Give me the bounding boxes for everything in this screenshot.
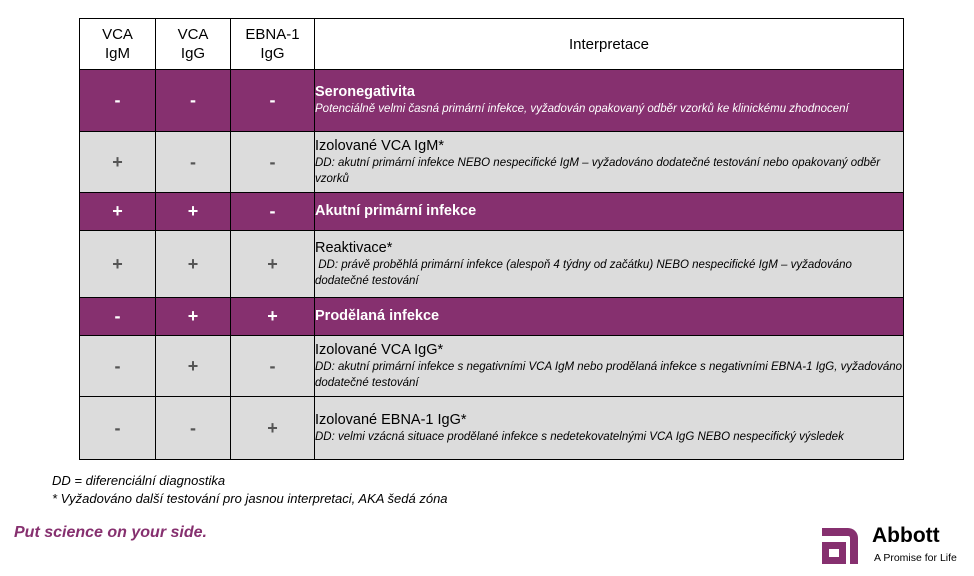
interpretation-cell [315, 193, 904, 231]
ebv-serology-table [79, 18, 904, 460]
table-header-row [80, 19, 904, 70]
interpretation-cell [315, 70, 904, 132]
interpretation-title: Reaktivace* [315, 239, 393, 256]
table-row [80, 397, 904, 460]
interpretation-detail: DD: akutní primární infekce s negativními VCA IgM nebo prodělaná infekce s negativními EBNA-1 IgG, vyžadováno dodatečné testování [315, 360, 902, 389]
mark-vca-igg: + [156, 336, 231, 397]
interpretation-cell [315, 336, 904, 397]
interpretation-title: Akutní primární infekce [315, 203, 477, 219]
footnote-dd: DD = diferenciální diagnostika [52, 473, 226, 488]
mark-ebna1-igg: - [231, 336, 315, 397]
mark-vca-igg: + [156, 231, 231, 298]
footnotes [52, 472, 448, 508]
logo-tagline: A Promise for Life [874, 552, 957, 564]
mark-ebna1-igg: + [231, 298, 315, 336]
slogan: Put science on your side. [14, 524, 207, 541]
header-interpretace: Interpretace [315, 19, 904, 70]
mark-ebna1-igg: - [231, 132, 315, 193]
interpretation-title: Izolované EBNA-1 IgG* [315, 411, 467, 428]
interpretation-cell [315, 132, 904, 193]
table-row [80, 298, 904, 336]
interpretation-title: Seronegativita [315, 84, 415, 100]
mark-vca-igm: - [80, 336, 156, 397]
mark-vca-igm: - [80, 70, 156, 132]
interpretation-cell [315, 298, 904, 336]
mark-vca-igm: - [80, 397, 156, 460]
logo-name: Abbott [872, 524, 940, 547]
interpretation-title: Izolované VCA IgG* [315, 341, 444, 358]
interpretation-title: Izolované VCA IgM* [315, 137, 444, 154]
interpretation-detail: Potenciálně velmi časná primární infekce, vyžadován opakovaný odběr vzorků ke klinickému zhodnocení [315, 103, 849, 115]
mark-vca-igg: - [156, 132, 231, 193]
interpretation-title: Prodělaná infekce [315, 308, 440, 324]
abbott-logo [818, 524, 968, 568]
header-vca-igm: VCA IgM [80, 19, 156, 70]
interpretation-detail: DD: právě proběhlá primární infekce (alespoň 4 týdny od začátku) NEBO nespecifické IgM – vyžadováno dodatečné testování [315, 258, 856, 287]
table-row [80, 336, 904, 397]
mark-ebna1-igg: + [231, 231, 315, 298]
interpretation-detail: DD: akutní primární infekce NEBO nespecifické IgM – vyžadováno dodatečné testování nebo opakovaný odběr vzorků [315, 156, 881, 185]
mark-vca-igm: + [80, 132, 156, 193]
mark-vca-igm: + [80, 231, 156, 298]
interpretation-detail: DD: velmi vzácná situace prodělané infekce s nedetekovatelnými VCA IgG NEBO nespecifický výsledek [315, 430, 844, 443]
mark-vca-igg: - [156, 70, 231, 132]
mark-vca-igm: - [80, 298, 156, 336]
table-row [80, 132, 904, 193]
table-row [80, 193, 904, 231]
table-row [80, 231, 904, 298]
interpretation-cell [315, 397, 904, 460]
abbott-logo-icon [818, 526, 862, 566]
mark-ebna1-igg: + [231, 397, 315, 460]
mark-vca-igg: + [156, 298, 231, 336]
mark-ebna1-igg: - [231, 193, 315, 231]
mark-ebna1-igg: - [231, 70, 315, 132]
mark-vca-igg: - [156, 397, 231, 460]
header-ebna1-igg: EBNA-1 IgG [231, 19, 315, 70]
mark-vca-igm: + [80, 193, 156, 231]
mark-vca-igg: + [156, 193, 231, 231]
interpretation-cell [315, 231, 904, 298]
table-row [80, 70, 904, 132]
header-vca-igg: VCA IgG [156, 19, 231, 70]
footnote-asterisk: * Vyžadováno další testování pro jasnou interpretaci, AKA šedá zóna [52, 491, 448, 506]
